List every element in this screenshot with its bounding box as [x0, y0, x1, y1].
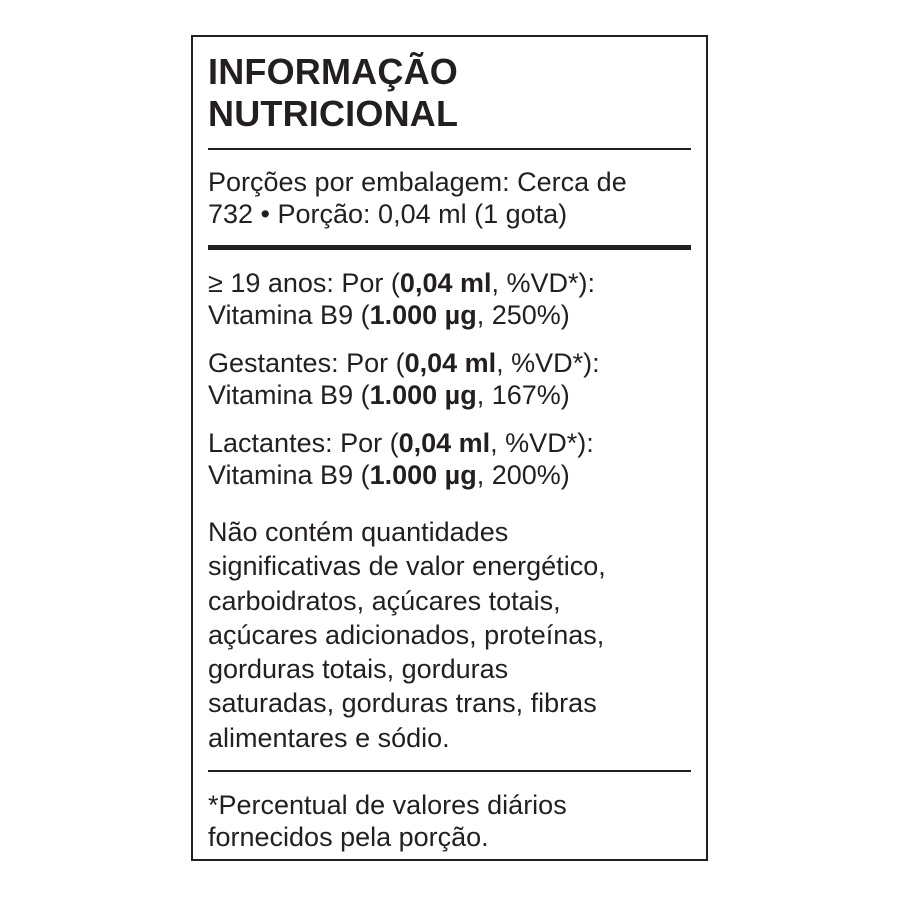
nutrients-line: açúcares adicionados, proteínas,: [208, 619, 605, 650]
label-title: [208, 51, 458, 135]
group-adults-header: ≥ 19 anos: Por (0,04 ml, %VD*):: [208, 268, 596, 298]
non-significant-nutrients: [208, 515, 606, 755]
group-pregnant-header: Gestantes: Por (0,04 ml, %VD*):: [208, 348, 600, 378]
title-line-1: INFORMAÇÃO: [208, 51, 458, 92]
title-line-2: NUTRICIONAL: [208, 93, 459, 134]
serving-info: [208, 166, 627, 230]
group-pregnant: [208, 347, 600, 411]
nutrients-line: alimentares e sódio.: [208, 722, 450, 753]
serving-divider: [208, 245, 691, 250]
footnote: [208, 789, 567, 853]
nutrients-line: gorduras totais, gorduras: [208, 654, 509, 685]
nutrients-line: significativas de valor energético,: [208, 551, 606, 582]
nutrients-line: carboidratos, açúcares totais,: [208, 585, 561, 616]
group-adults: [208, 267, 595, 331]
group-lactating: [208, 427, 594, 491]
footnote-line-2: fornecidos pela porção.: [208, 822, 489, 852]
footnote-divider: [208, 770, 691, 772]
footnote-line-1: *Percentual de valores diários: [208, 790, 567, 820]
nutrition-facts-label: [191, 35, 708, 861]
nutrients-line: Não contém quantidades: [208, 517, 509, 547]
group-lactating-header: Lactantes: Por (0,04 ml, %VD*):: [208, 428, 594, 458]
group-pregnant-vitamin: Vitamina B9 (1.000 µg, 167%): [208, 380, 570, 410]
nutrients-line: saturadas, gorduras trans, fibras: [208, 688, 597, 719]
group-adults-vitamin: Vitamina B9 (1.000 µg, 250%): [208, 300, 570, 330]
group-lactating-vitamin: Vitamina B9 (1.000 µg, 200%): [208, 460, 570, 490]
serving-size: 732 • Porção: 0,04 ml (1 gota): [208, 199, 568, 229]
servings-per-package: Porções por embalagem: Cerca de: [208, 167, 627, 197]
title-divider: [208, 148, 691, 150]
